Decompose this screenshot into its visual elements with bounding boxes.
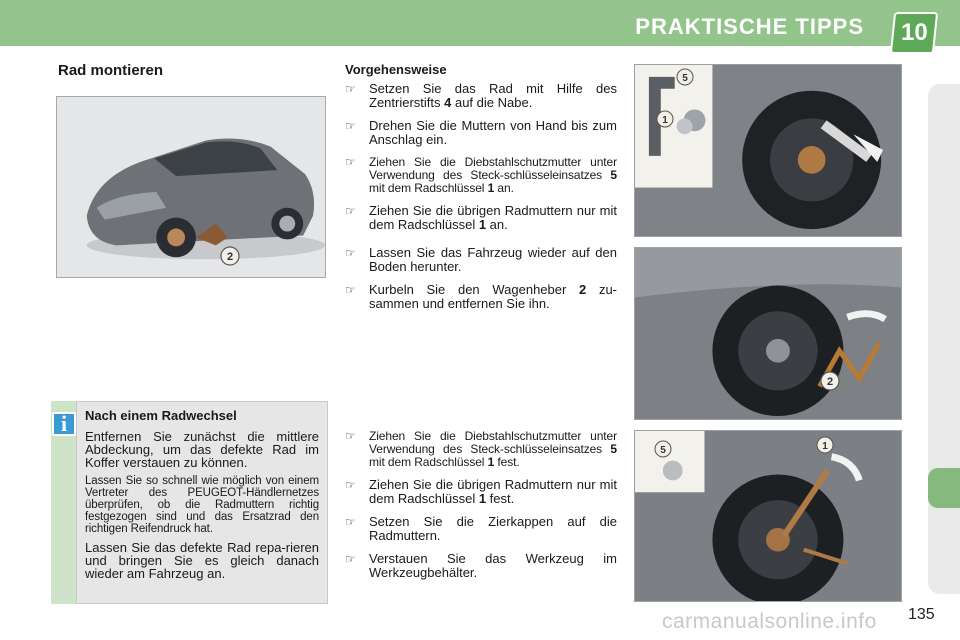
label-2-icon: [219, 245, 241, 267]
procedure-steps-2: [345, 246, 617, 320]
car-label-text: 2: [226, 251, 234, 263]
info-icon: i: [52, 412, 76, 436]
page-number: 135: [908, 606, 935, 623]
list-item: ☞ Ziehen Sie die Diebstahlschutzmutter unter Verwendung des Steck-schlüsseleinsatzes 5 mit dem Radschlüssel 1 an.: [345, 155, 617, 195]
pointing-hand-icon: ☞: [345, 515, 356, 529]
list-item: ☞ Ziehen Sie die übrigen Radmuttern nur mit dem Radschlüssel 1 fest.: [345, 477, 617, 506]
procedure-steps-3: [345, 430, 617, 589]
label-5-icon: [675, 67, 695, 87]
pointing-hand-icon: ☞: [345, 552, 356, 566]
label-1-icon: [815, 435, 835, 455]
mount-wheel-photo-3: [634, 430, 902, 602]
list-item: ☞ Ziehen Sie die übrigen Radmuttern nur mit dem Radschlüssel 1 an.: [345, 203, 617, 232]
pointing-hand-icon: ☞: [345, 155, 356, 169]
list-item: ☞ Ziehen Sie die Diebstahlschutzmutter unter Verwendung des Steck-schlüsseleinsatzes 5 mit dem Radschlüssel 1 fest.: [345, 429, 617, 469]
list-item: ☞ Verstauen Sie das Werkzeug im Werkzeugbehälter.: [345, 551, 617, 580]
info-paragraph-2: Lassen Sie so schnell wie möglich von einem Vertreter des PEUGEOT-Händlernetzes überprüfen, ob die Radmuttern richtig festgezogen sind und das Ersatzrad den richtigen Reifendruck hat.: [85, 475, 319, 535]
pointing-hand-icon: ☞: [345, 283, 356, 297]
page-header-title: PRAKTISCHE TIPPS: [635, 14, 864, 39]
mount-wheel-photo-1: [634, 64, 902, 237]
label-5-icon: [653, 439, 673, 459]
info-paragraph-3: Lassen Sie das defekte Rad repa-rieren und bringen Sie es gleich danach wieder am Fahrzeug an.: [85, 540, 319, 581]
chapter-rail-tab[interactable]: [928, 468, 960, 508]
photo2-label-2: 2: [826, 376, 834, 388]
pointing-hand-icon: ☞: [345, 246, 356, 260]
list-item: ☞ Drehen Sie die Muttern von Hand bis zum Anschlag ein.: [345, 118, 617, 147]
pointing-hand-icon: ☞: [345, 82, 356, 96]
pointing-hand-icon: ☞: [345, 478, 356, 492]
chapter-badge: [890, 12, 938, 54]
mount-wheel-photo-2: [634, 247, 902, 420]
car-on-jack-illustration: [56, 96, 326, 278]
watermark: carmanualsonline.info: [662, 610, 877, 633]
list-item: ☞ Setzen Sie das Rad mit Hilfe des Zentrierstifts 4 auf die Nabe.: [345, 81, 617, 110]
label-2-icon: [819, 370, 841, 392]
photo3-label-1: 1: [822, 441, 828, 452]
chapter-rail: [928, 84, 960, 594]
procedure-title: Vorgehensweise: [345, 62, 447, 77]
label-1-icon: [655, 109, 675, 129]
procedure-steps-1: [345, 82, 617, 241]
pointing-hand-icon: ☞: [345, 119, 356, 133]
chapter-number: 10: [900, 19, 928, 46]
pointing-hand-icon: ☞: [345, 429, 356, 443]
section-title: Rad montieren: [58, 62, 164, 79]
info-paragraph-1: Entfernen Sie zunächst die mittlere Abdeckung, um das defekte Rad im Koffer verstauen zu können.: [85, 429, 319, 470]
info-box: [76, 401, 328, 604]
list-item: ☞ Kurbeln Sie den Wagenheber 2 zu-sammen und entfernen Sie ihn.: [345, 282, 617, 311]
photo1-label-1: 1: [662, 115, 668, 126]
pointing-hand-icon: ☞: [345, 204, 356, 218]
list-item: ☞ Lassen Sie das Fahrzeug wieder auf den Boden herunter.: [345, 245, 617, 274]
info-title: Nach einem Radwechsel: [85, 408, 237, 423]
photo3-label-5: 5: [660, 445, 666, 456]
list-item: ☞ Setzen Sie die Zierkappen auf die Radmuttern.: [345, 514, 617, 543]
photo1-label-5: 5: [682, 73, 688, 84]
